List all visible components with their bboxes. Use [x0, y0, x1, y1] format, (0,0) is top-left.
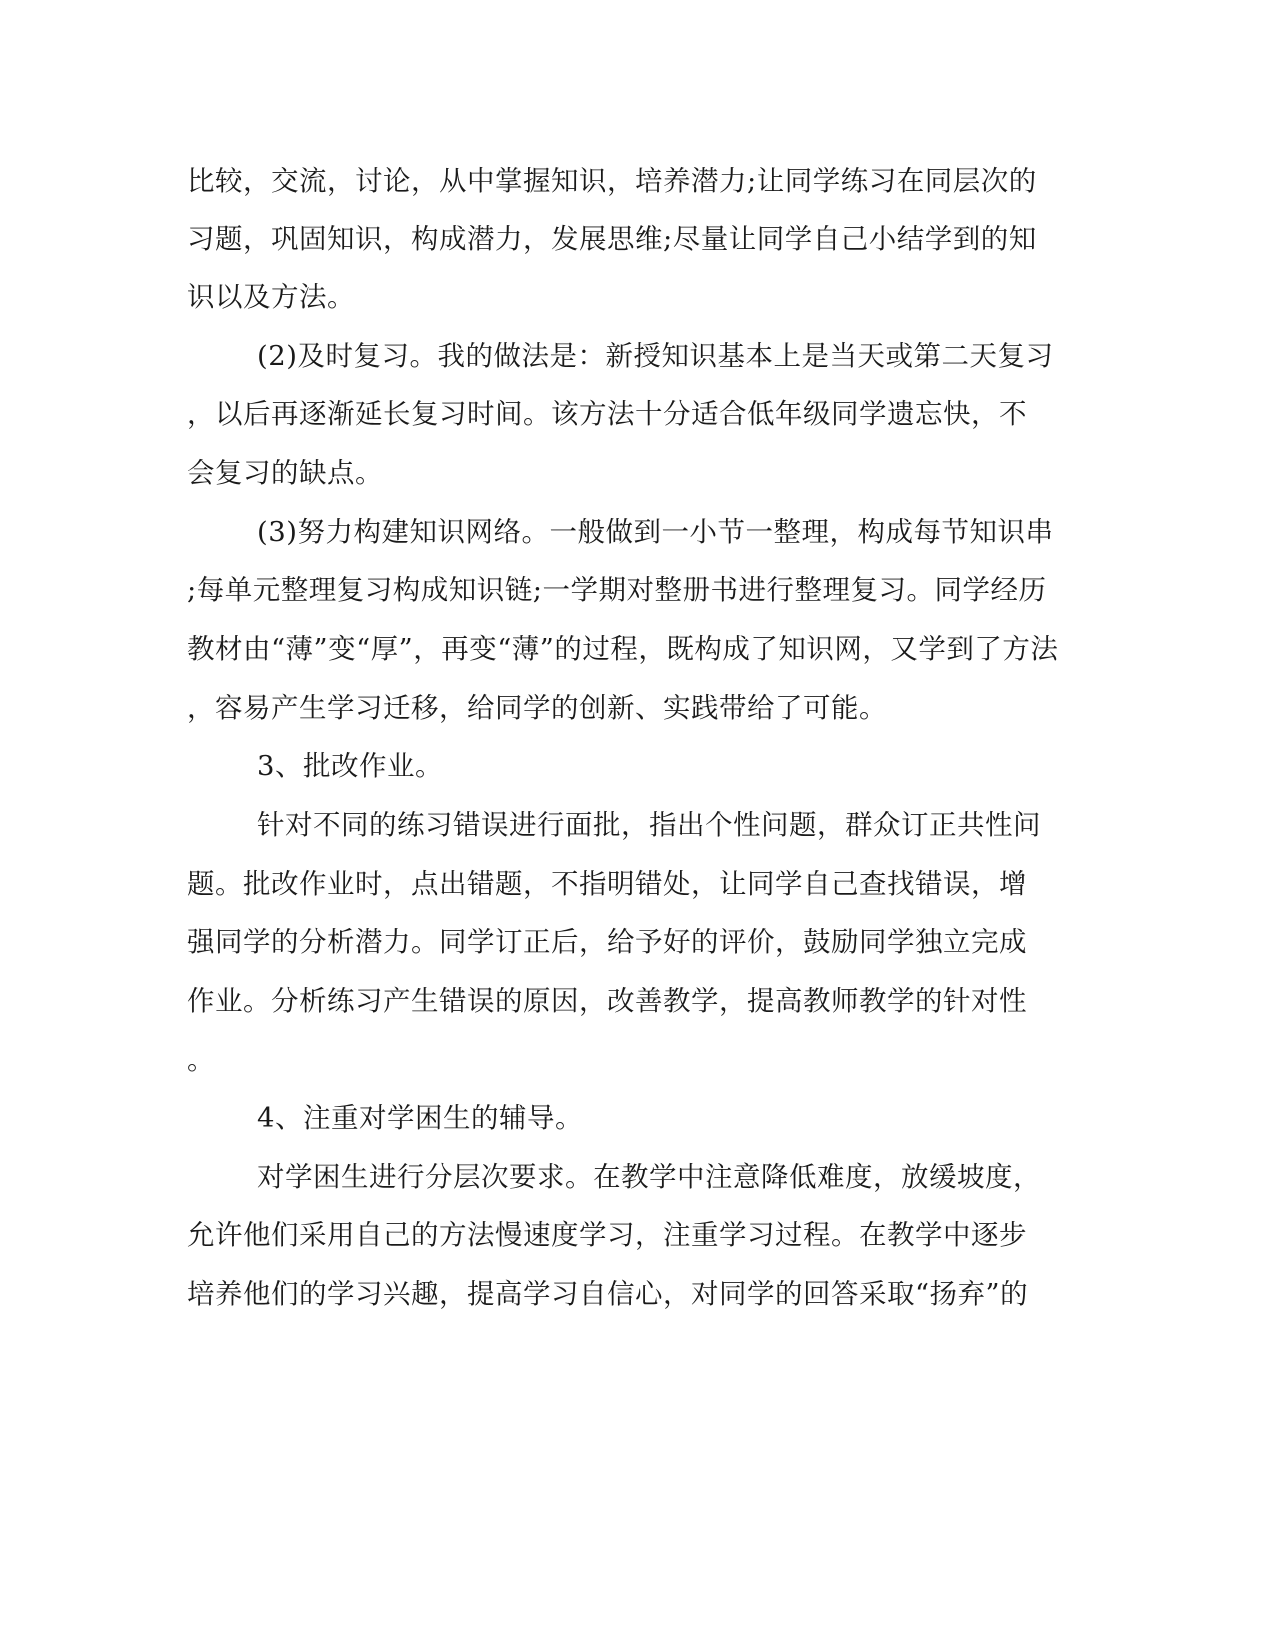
text-line: 会复习的缺点。 [187, 457, 383, 489]
text-line: 3、批改作业。 [257, 750, 443, 782]
text-line: 对学困生进行分层次要求。在教学中注意降低难度，放缓坡度， [257, 1161, 1041, 1193]
text-line: 针对不同的练习错误进行面批，指出个性问题，群众订正共性问 [257, 809, 1041, 841]
text-line: 习题，巩固知识，构成潜力，发展思维;尽量让同学自己小结学到的知 [187, 223, 1037, 255]
text-line: 题。批改作业时，点出错题，不指明错处，让同学自己查找错误，增 [187, 868, 1027, 900]
text-line: 教材由“薄”变“厚”，再变“薄”的过程，既构成了知识网，又学到了方法 [187, 633, 1059, 665]
text-line: ;每单元整理复习构成知识链;一学期对整册书进行整理复习。同学经历 [187, 574, 1047, 606]
text-line: 作业。分析练习产生错误的原因，改善教学，提高教师教学的针对性 [187, 985, 1027, 1017]
text-line: 允许他们采用自己的方法慢速度学习，注重学习过程。在教学中逐步 [187, 1219, 1027, 1251]
text-line: 培养他们的学习兴趣，提高学习自信心，对同学的回答采取“扬弃”的 [187, 1278, 1029, 1310]
text-line: 。 [187, 1044, 215, 1076]
text-line: ，以后再逐渐延长复习时间。该方法十分适合低年级同学遗忘快，不 [187, 398, 1027, 430]
text-line: 识以及方法。 [187, 281, 355, 313]
text-line: 强同学的分析潜力。同学订正后，给予好的评价，鼓励同学独立完成 [187, 926, 1027, 958]
text-line: 比较，交流，讨论，从中掌握知识，培养潜力;让同学练习在同层次的 [187, 165, 1037, 197]
text-line: ，容易产生学习迁移，给同学的创新、实践带给了可能。 [187, 692, 887, 724]
text-line: (3)努力构建知识网络。一般做到一小节一整理，构成每节知识串 [257, 516, 1054, 548]
text-line: (2)及时复习。我的做法是：新授知识基本上是当天或第二天复习 [257, 340, 1054, 372]
text-line: 4、注重对学困生的辅导。 [257, 1102, 583, 1134]
